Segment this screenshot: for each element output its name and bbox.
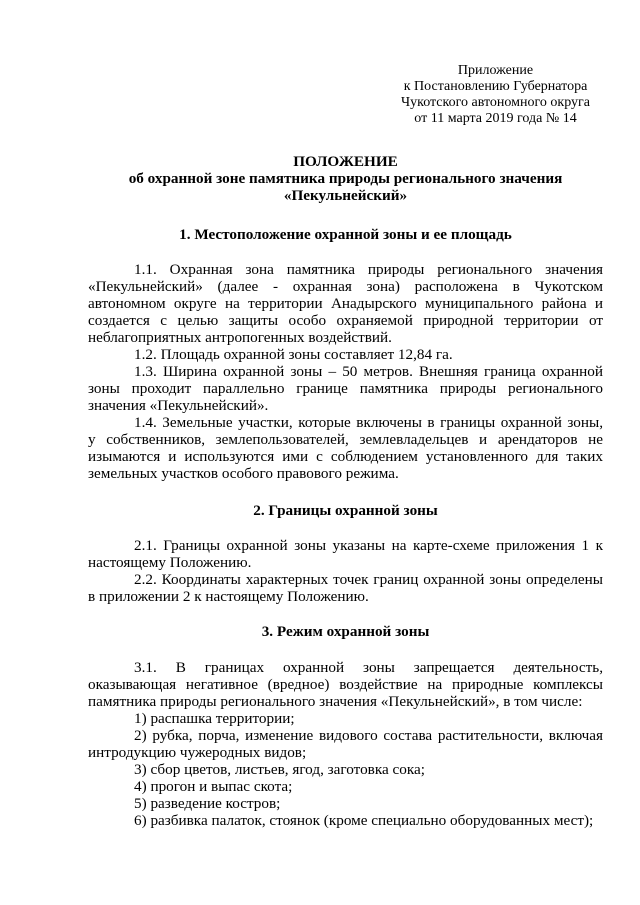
paragraph-1-2 <box>88 346 603 363</box>
list-item <box>88 727 603 761</box>
section-1-heading: 1. Местоположение охранной зоны и ее площадь <box>179 226 512 243</box>
title-line-2: об охранной зоне памятника природы регионального значения <box>128 170 563 187</box>
list-item: 1) распашка территории; <box>134 710 295 727</box>
text-line: 1.4. Земельные участки, которые включены в границы охранной зоны, <box>134 414 603 431</box>
text-line: значения «Пекульнейский». <box>88 397 269 414</box>
paragraph-2-2 <box>88 571 603 605</box>
appendix-line-1: Приложение <box>457 63 534 78</box>
paragraph-3-1 <box>88 659 603 710</box>
title-line-3: «Пекульнейский» <box>283 187 408 204</box>
appendix-header <box>388 63 603 127</box>
text-line: автономном округе на территории Анадырского муниципального района и <box>88 295 603 312</box>
list-item: 4) прогон и выпас скота; <box>134 778 293 795</box>
text-line: настоящему Положению. <box>88 554 252 571</box>
text-line: 2.2. Координаты характерных точек границ охранной зоны определены <box>134 571 603 588</box>
text-line: создается с целью защиты особо охраняемой природной территории от <box>88 312 603 329</box>
list-item: 5) разведение костров; <box>134 795 281 812</box>
title-line-1: ПОЛОЖЕНИЕ <box>293 153 398 170</box>
text-line: интродукцию чужеродных видов; <box>88 744 307 761</box>
text-line: памятника природы регионального значения «Пекульнейский», в том числе: <box>88 693 583 710</box>
list-item: 3) сбор цветов, листьев, ягод, заготовка сока; <box>134 761 425 778</box>
text-line: изымаются и используются ими с соблюдением установленного для таких <box>88 448 603 465</box>
document-title <box>88 153 603 204</box>
text-line: 1.1. Охранная зона памятника природы регионального значения <box>134 261 603 278</box>
text-line: «Пекульнейский» (далее - охранная зона) расположена в Чукотском <box>88 278 603 295</box>
text-line: 1.2. Площадь охранной зоны составляет 12,84 га. <box>134 346 453 363</box>
section-2-heading: 2. Границы охранной зоны <box>253 502 438 519</box>
text-line: оказывающая негативное (вредное) воздействие на природные комплексы <box>88 676 603 693</box>
text-line: неблагоприятных антропогенных воздействий. <box>88 329 392 346</box>
text-line: 1.3. Ширина охранной зоны – 50 метров. Внешняя граница охранной <box>134 363 603 380</box>
section-3-heading: 3. Режим охранной зоны <box>261 623 430 640</box>
list-item: 6) разбивка палаток, стоянок (кроме специально оборудованных мест); <box>134 812 594 829</box>
text-line: зоны проходит параллельно границе памятника природы регионального <box>88 380 603 397</box>
text-line: в приложении 2 к настоящему Положению. <box>88 588 369 605</box>
paragraph-1-3 <box>88 363 603 414</box>
text-line: 3.1. В границах охранной зоны запрещается деятельность, <box>134 659 603 676</box>
appendix-line-2: к Постановлению Губернатора <box>403 79 588 94</box>
document-page <box>88 0 603 905</box>
text-line: у собственников, землепользователей, землевладельцев и арендаторов не <box>88 431 603 448</box>
paragraph-2-1 <box>88 537 603 571</box>
paragraph-1-4 <box>88 414 603 482</box>
text-line: земельных участков особого правового режима. <box>88 465 399 482</box>
text-line: 2) рубка, порча, изменение видового состава растительности, включая <box>134 727 603 744</box>
appendix-line-3: Чукотского автономного округа <box>401 95 590 110</box>
paragraph-1-1 <box>88 261 603 346</box>
text-line: 2.1. Границы охранной зоны указаны на карте-схеме приложения 1 к <box>134 537 603 554</box>
appendix-line-4: от 11 марта 2019 года № 14 <box>414 111 577 126</box>
